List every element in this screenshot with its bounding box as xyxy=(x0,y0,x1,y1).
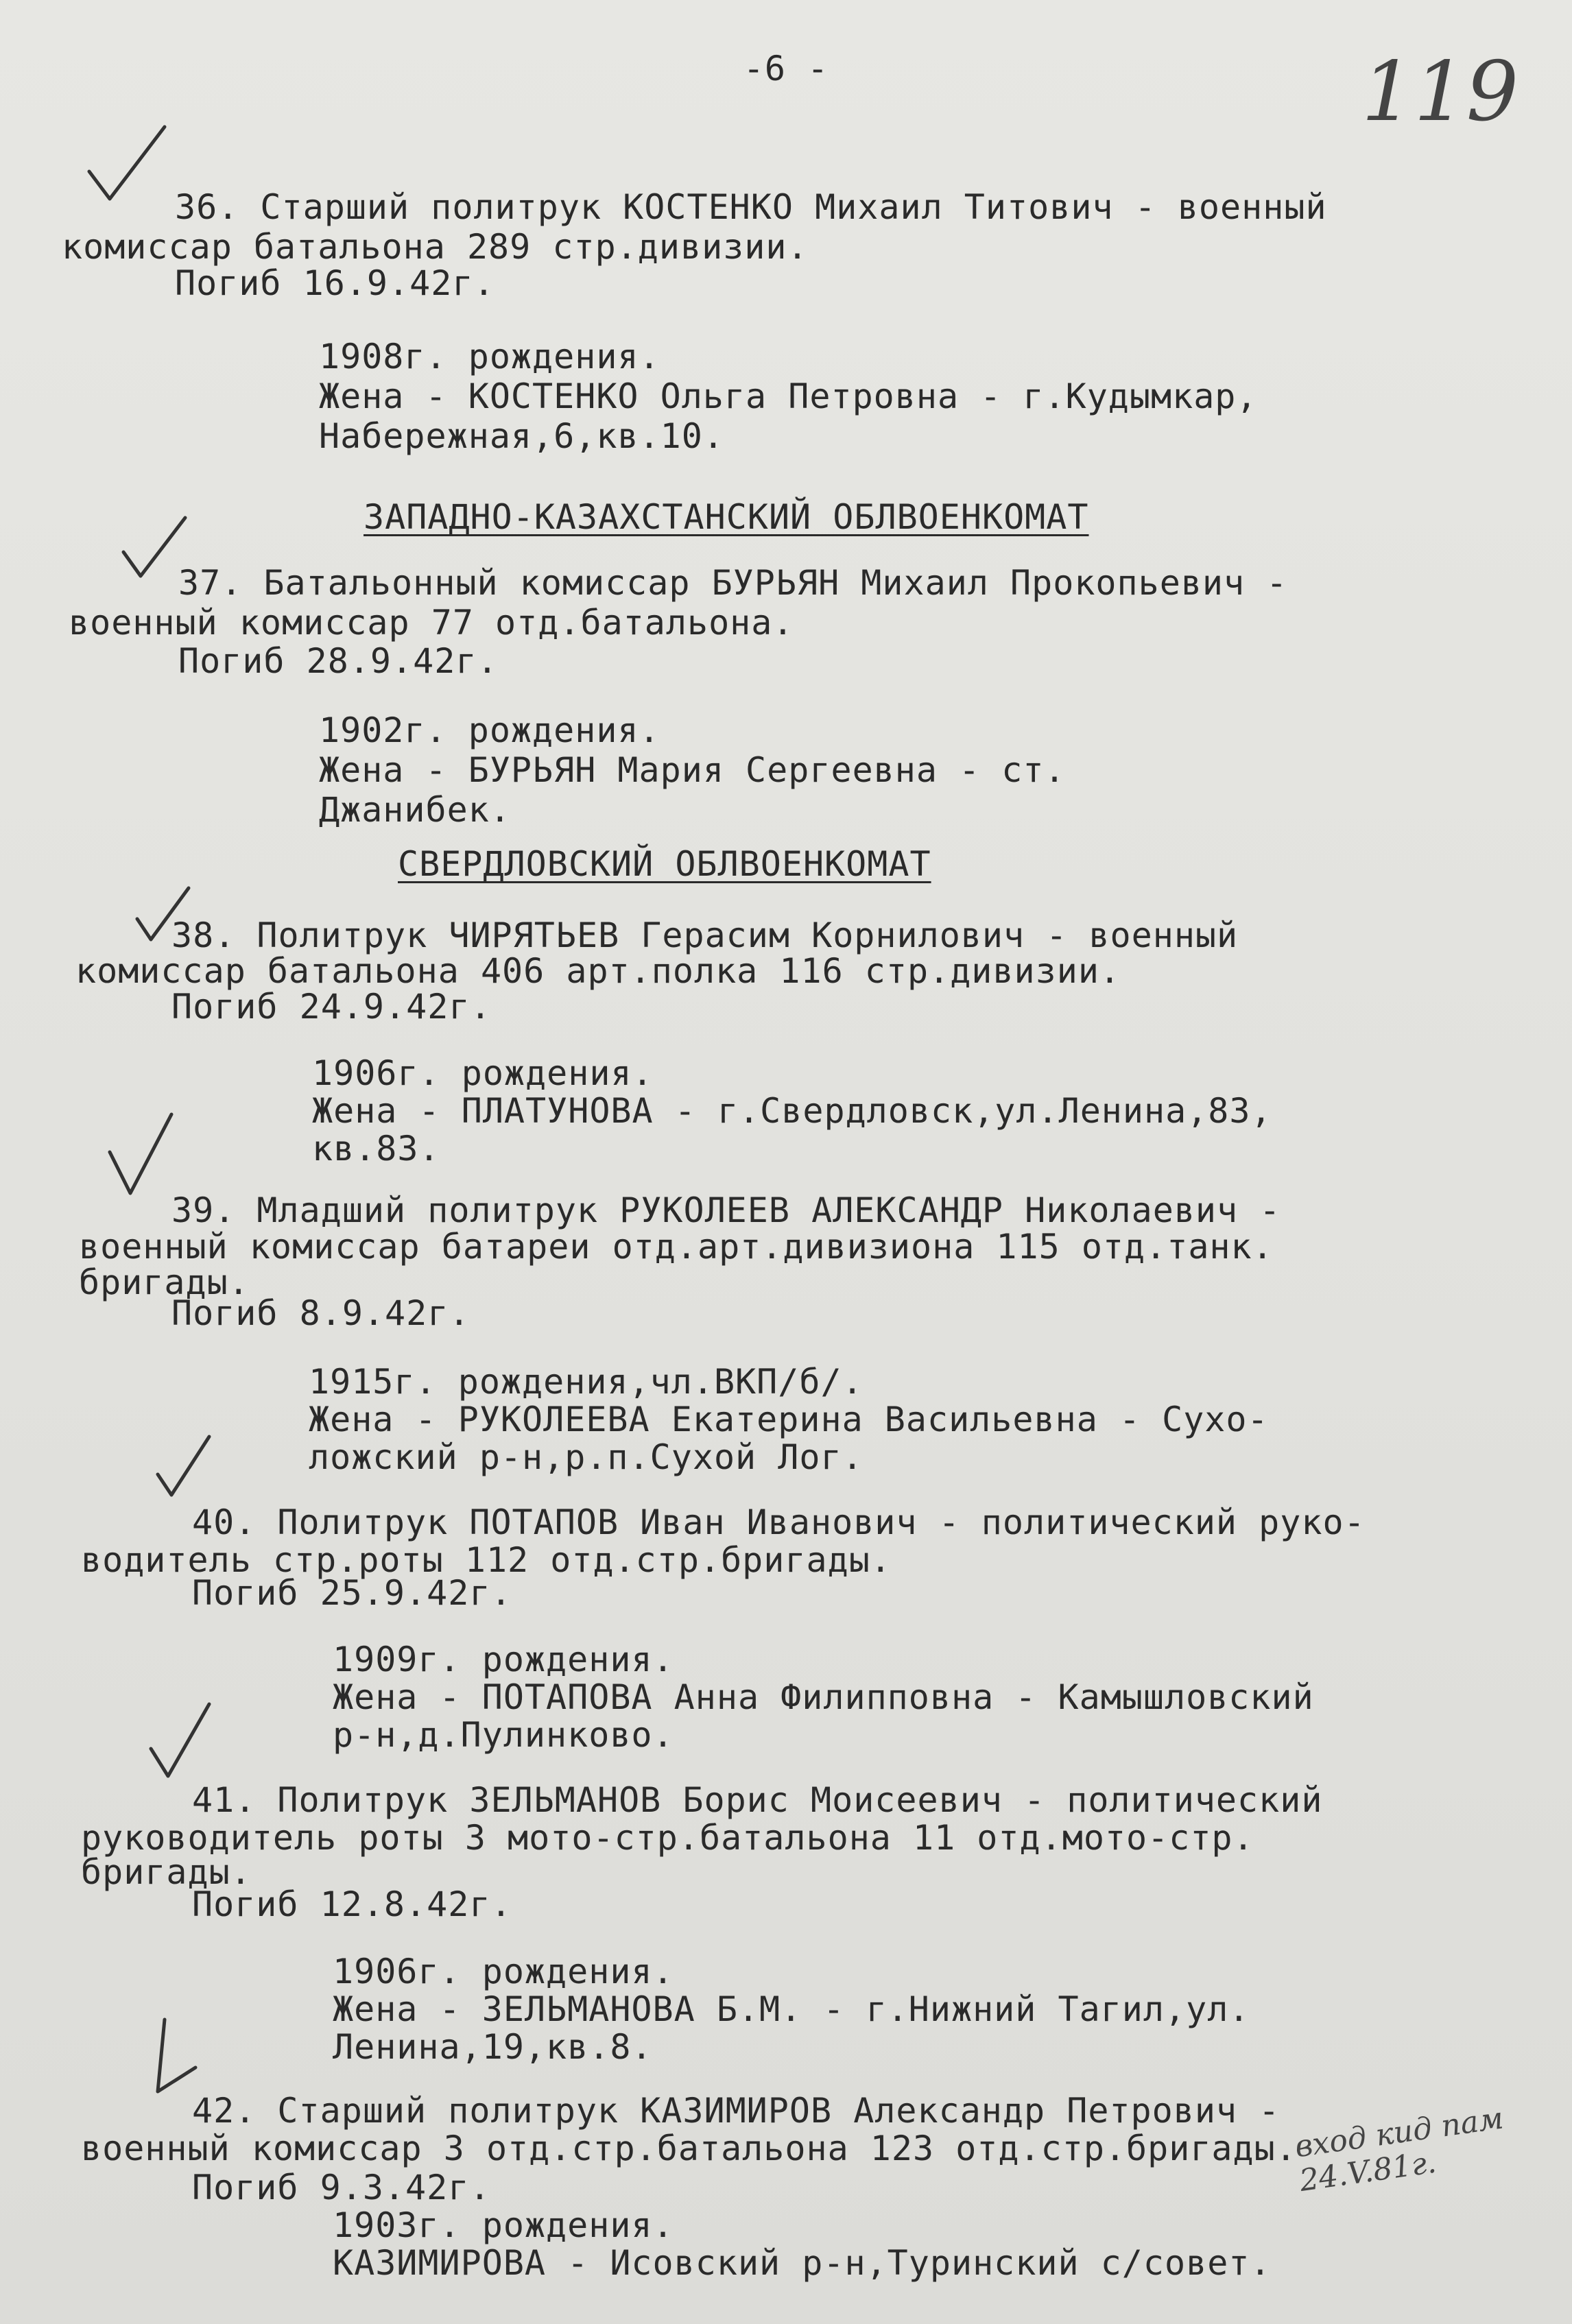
entry-36-line-1: 36. Старший политрук КОСТЕНКО Михаил Титович - военный xyxy=(175,187,1327,227)
section-heading-sverdlovsk: СВЕРДЛОВСКИЙ ОБЛВОЕНКОМАТ xyxy=(398,844,931,884)
archive-number: 119 xyxy=(1361,45,1519,140)
entry-37-detail-2: Жена - БУРЬЯН Мария Сергеевна - ст. xyxy=(319,750,1066,790)
entry-40-line-2: водитель стр.роты 112 отд.стр.бригады. xyxy=(81,1540,892,1580)
entry-41-died: Погиб 12.8.42г. xyxy=(192,1884,512,1924)
entry-42-line-1: 42. Старший политрук КАЗИМИРОВ Александр Петрович - xyxy=(192,2091,1281,2131)
entry-41-line-3: бригады. xyxy=(81,1852,252,1892)
entry-38-detail-2: Жена - ПЛАТУНОВА - г.Свердловск,ул.Ленина,83, xyxy=(312,1091,1272,1131)
entry-36-line-2: комиссар батальона 289 стр.дивизии. xyxy=(62,227,809,267)
entry-37-detail-1: 1902г. рождения. xyxy=(319,710,660,750)
entry-39-detail-2: Жена - РУКОЛЕЕВА Екатерина Васильевна - Сухо- xyxy=(309,1400,1269,1439)
entry-40-detail-3: р-н,д.Пулинково. xyxy=(333,1715,674,1755)
entry-39-line-3: бригады. xyxy=(79,1262,250,1302)
entry-41-line-2: руководитель роты 3 мото-стр.батальона 11 отд.мото-стр. xyxy=(81,1818,1254,1858)
entry-38-line-1: 38. Политрук ЧИРЯТЬЕВ Герасим Корнилович - военный xyxy=(171,915,1239,955)
checkmark-icon xyxy=(137,2016,199,2105)
entry-42-line-2: военный комиссар 3 отд.стр.батальона 123 отд.стр.бригады. xyxy=(81,2129,1297,2168)
entry-41-line-1: 41. Политрук ЗЕЛЬМАНОВ Борис Моисеевич - политический xyxy=(192,1780,1323,1820)
handwritten-margin-note: вход кид пам 24.V.81г. xyxy=(1292,2100,1506,2199)
entry-36-detail-1: 1908г. рождения. xyxy=(319,337,660,376)
entry-36-detail-2: Жена - КОСТЕНКО Ольга Петровна - г.Кудымкар, xyxy=(319,376,1258,416)
entry-39-detail-1: 1915г. рождения,чл.ВКП/б/. xyxy=(309,1362,864,1402)
entry-42-detail-2: КАЗИМИРОВА - Исовский р-н,Туринский с/совет. xyxy=(333,2243,1272,2283)
checkmark-icon xyxy=(151,1433,213,1502)
entry-38-detail-1: 1906г. рождения. xyxy=(312,1053,654,1093)
checkmark-icon xyxy=(103,1111,178,1200)
checkmark-icon xyxy=(82,123,171,206)
entry-36-died: Погиб 16.9.42г. xyxy=(175,263,495,303)
entry-39-detail-3: ложский р-н,р.п.Сухой Лог. xyxy=(309,1437,864,1477)
entry-37-died: Погиб 28.9.42г. xyxy=(178,641,499,681)
entry-40-detail-2: Жена - ПОТАПОВА Анна Филипповна - Камышловский xyxy=(333,1677,1314,1717)
entry-39-line-1: 39. Младший политрук РУКОЛЕЕВ АЛЕКСАНДР Николаевич - xyxy=(171,1190,1281,1230)
entry-39-died: Погиб 8.9.42г. xyxy=(171,1293,471,1333)
entry-42-died: Погиб 9.3.42г. xyxy=(192,2168,491,2207)
entry-40-died: Погиб 25.9.42г. xyxy=(192,1573,512,1613)
entry-38-detail-3: кв.83. xyxy=(312,1129,440,1169)
entry-41-detail-2: Жена - ЗЕЛЬМАНОВА Б.М. - г.Нижний Тагил,ул. xyxy=(333,1989,1250,2029)
entry-41-detail-1: 1906г. рождения. xyxy=(333,1952,674,1991)
entry-39-line-2: военный комиссар батареи отд.арт.дивизиона 115 отд.танк. xyxy=(79,1227,1274,1267)
entry-37-line-2: военный комиссар 77 отд.батальона. xyxy=(69,603,794,643)
entry-37-line-1: 37. Батальонный комиссар БУРЬЯН Михаил Прокопьевич - xyxy=(178,563,1288,603)
page-number: -6 - xyxy=(743,49,829,88)
entry-40-detail-1: 1909г. рождения. xyxy=(333,1640,674,1679)
entry-42-detail-1: 1903г. рождения. xyxy=(333,2205,674,2245)
checkmark-icon xyxy=(144,1701,213,1783)
entry-38-line-2: комиссар батальона 406 арт.полка 116 стр.дивизии. xyxy=(75,951,1121,991)
entry-37-detail-3: Джанибек. xyxy=(319,790,511,830)
section-heading-west-kazakhstan: ЗАПАДНО-КАЗАХСТАНСКИЙ ОБЛВОЕНКОМАТ xyxy=(364,497,1089,537)
entry-40-line-1: 40. Политрук ПОТАПОВ Иван Иванович - политический руко- xyxy=(192,1502,1366,1542)
entry-36-detail-3: Набережная,6,кв.10. xyxy=(319,416,724,456)
entry-41-detail-3: Ленина,19,кв.8. xyxy=(333,2027,653,2067)
entry-38-died: Погиб 24.9.42г. xyxy=(171,987,492,1027)
